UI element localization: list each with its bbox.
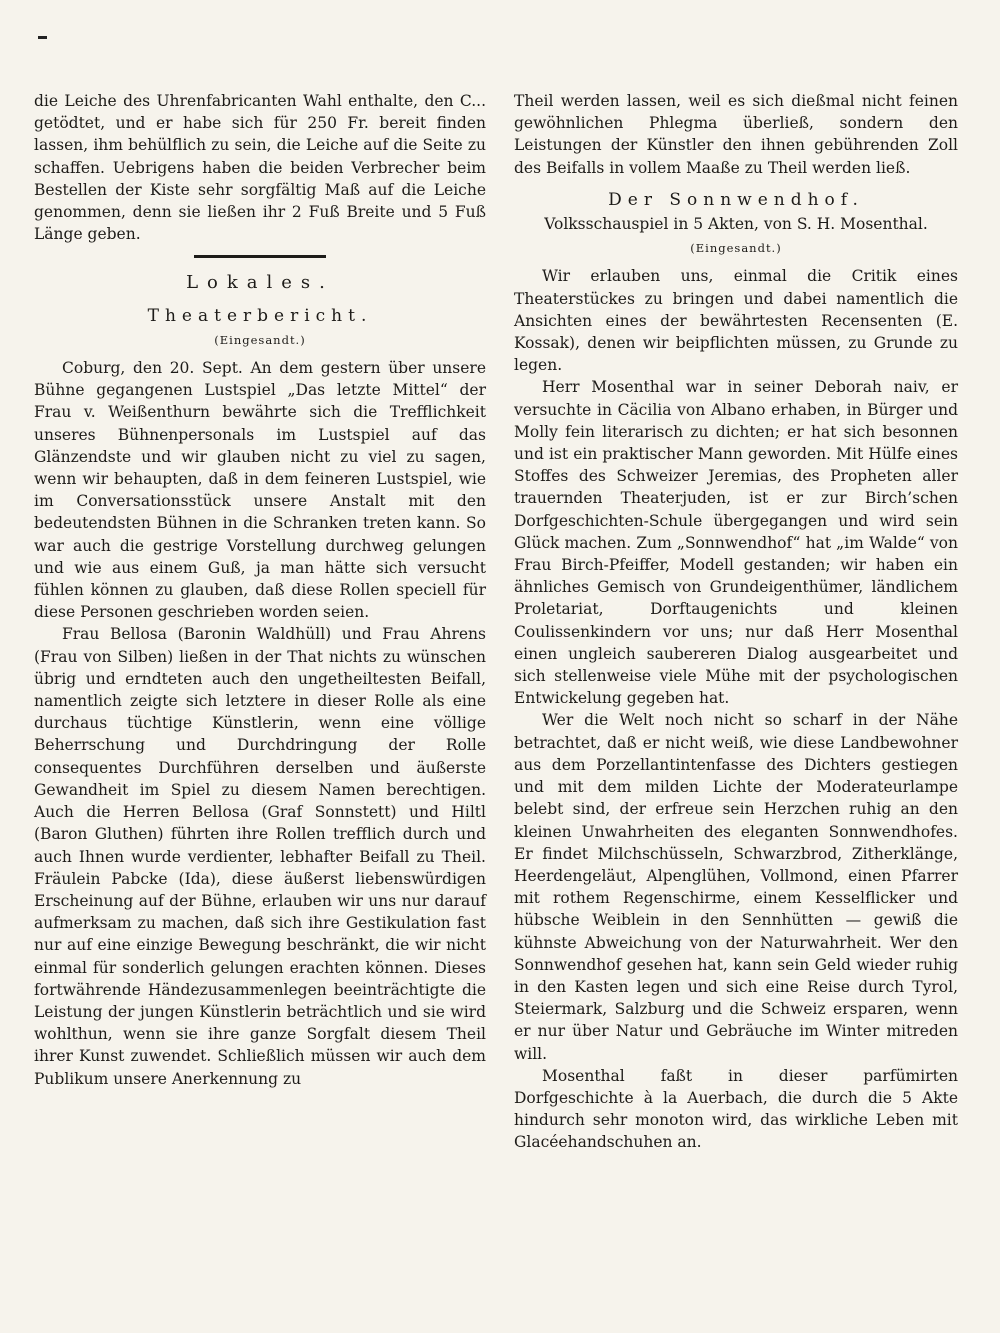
review-note: (Eingesandt.)	[690, 241, 782, 256]
review-paragraph-4: Mosenthal faßt in dieser parfümirten Dorfgeschichte à la Auerbach, die durch die 5 Akte hindurch sehr monoton wird, das wirkliche Leben mit Glacéehandschuhen an.	[514, 1066, 958, 1152]
section-heading: Lokales.	[186, 272, 334, 294]
continued-paragraph-right: Theil werden lassen, weil es sich dießmal nicht feinen gewöhnlichen Phlegma überließ, sondern den Leistungen der Künstler den ihnen gebührenden Zoll des Beifalls in vollem Maaße zu Theil werden ließ.	[514, 92, 958, 177]
article-note: (Eingesandt.)	[214, 332, 306, 347]
review-paragraph-3: Wer die Welt noch nicht so scharf in der Nähe betrachtet, daß er nicht weiß, wie diese Landbewohner aus dem Porzellantintenfasse des Dichters gestiegen und mit dem milden Lichte der Moderateurlampe belebt sind, der erfreue sein Herzchen ruhig an den kleinen Unwahrheiten des eleganten Sonnwendhofes. Er findet Milchschüsseln, Schwarzbrod, Zitherklänge, Heerdengeläut, Alpenglühen, Vollmond, einen Pfarrer mit rothem Regenschirme, einem Kesselflicker und hübsche Weiblein in den Sennhütten — gewiß die kühnste Abweichung von der Naturwahrheit. Wer den Sonnwendhof gesehen hat, kann sein Geld wieder ruhig in den Kasten legen und sich eine Reise durch Tyrol, Steiermark, Salzburg und die Schweiz ersparen, wenn er nur über Natur und Gebräuche im Winter mitreden will.	[514, 711, 958, 1063]
section-divider	[194, 255, 326, 258]
review-paragraph-2: Herr Mosenthal war in seiner Deborah naiv, er versuchte in Cäcilia von Albano erhaben, in Bürger und Molly fein literarisch zu dichten; er hat sich besonnen und ist ein praktischer Mann geworden. Mit Hülfe eines Stoffes des Schweizer Jeremias, des Propheten aller trauernden Theaterjuden, ist er zur Birch’schen Dorfgeschichten-Schule übergegangen und wird sein Glück machen. Zum „Sonnwendhof“ hat „im Walde“ von Frau Birch-Pfeiffer, Modell gestanden; wir haben ein ähnliches Gemisch von Grundeigenthümer, ländlichem Proletariat, Dorftaugenichts und kleinen Coulissenkindern vor uns; nur daß Herr Mosenthal einen ungleich saubereren Dialog ausgearbeitet und sich stellenweise viele Mühe mit der psychologischen Entwickelung gegeben hat.	[514, 378, 958, 708]
right-column	[514, 90, 958, 1154]
article-title: Theaterbericht.	[147, 305, 373, 326]
page-mark	[38, 36, 47, 39]
review-title: Der Sonnwendhof.	[608, 189, 864, 210]
continued-paragraph: die Leiche des Uhrenfabricanten Wahl enthalte, den C... getödtet, und er habe sich für 250 Fr. bereit finden lassen, ihm behülflich zu sein, die Leiche auf die Seite zu schaffen. Uebrigens haben die beiden Verbrecher beim Bestellen der Kiste sehr sorgfältig Maß auf die Leiche genommen, denn sie ließen ihr 2 Fuß Breite und 5 Fuß Länge geben.	[34, 92, 486, 244]
review-subtitle: Volksschauspiel in 5 Akten, von S. H. Mosenthal.	[544, 215, 928, 234]
left-column	[34, 90, 486, 1090]
article-paragraph-2: Frau Bellosa (Baronin Waldhüll) und Frau Ahrens (Frau von Silben) ließen in der That nichts zu wünschen übrig und erndteten auch den ungetheiltesten Beifall, namentlich zeigte sich letztere in dieser Rolle als eine durchaus tüchtige Künstlerin, wenn eine völlige Beherrschung und Durchdringung der Rolle consequentes Durchführen derselben und äußerste Gewandheit im Spiel zu diesem Namen berechtigen. Auch die Herren Bellosa (Graf Sonnstett) und Hiltl (Baron Gluthen) führten ihre Rollen trefflich durch und auch Ihnen wurde verdienter, lebhafter Beifall zu Theil. Fräulein Pabcke (Ida), diese äußerst liebenswürdigen Erscheinung auf der Bühne, erlauben wir uns nur darauf aufmerksam zu machen, daß sich ihre Gestikulation fast nur auf eine einzige Bewegung beschränkt, die wir nicht einmal für sonderlich gelungen erachten können. Dieses fortwährende Händezusammenlegen beeinträchtigte die Leistung der jungen Künstlerin beträchtlich und sie wird wohlthun, wenn sie ihre ganze Sorgfalt diesem Theil ihrer Kunst zuwendet. Schließlich müssen wir auch dem Publikum unsere Anerkennung zu	[34, 625, 486, 1088]
article-paragraph-1: Coburg, den 20. Sept. An dem gestern über unsere Bühne gegangenen Lustspiel „Das letzte Mittel“ der Frau v. Weißenthurn bewährte sich die Trefflichkeit unseres Bühnenpersonals im Lustspiel auf das Glänzendste und wir glauben nicht zu viel zu sagen, wenn wir behaupten, daß in dem feineren Lustspiel, wie im Conversationsstück unsere Anstalt mit den bedeutendsten Bühnen in die Schranken treten kann. So war auch die gestrige Vorstellung durchweg gelungen und wie aus einem Guß, ja man hätte sich versucht fühlen können zu glauben, daß diese Rollen speciell für diese Personen geschrieben worden seien.	[34, 359, 486, 622]
review-paragraph-1: Wir erlauben uns, einmal die Critik eines Theaterstückes zu bringen und dabei namentlich die Ansichten eines der bewährtesten Recensenten (E. Kossak), denen wir beipflichten müssen, zu Grunde zu legen.	[514, 267, 958, 375]
